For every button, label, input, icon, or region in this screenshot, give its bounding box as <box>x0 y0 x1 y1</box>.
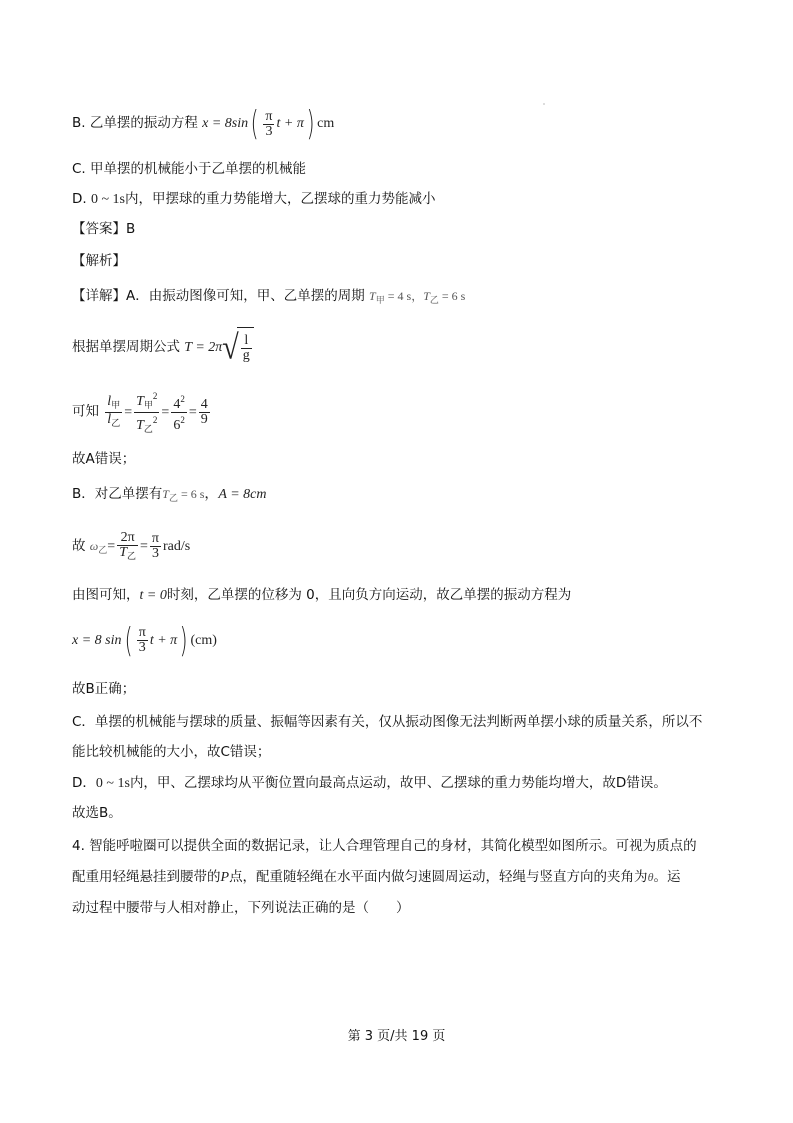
eq-lhs: x = 8sin <box>202 116 249 132</box>
frac-num: l <box>244 332 249 348</box>
period-formula <box>184 328 253 367</box>
frac-num: $T_甲^2$ <box>134 389 159 413</box>
left-paren: ( <box>250 104 259 144</box>
result-ratio <box>199 398 210 427</box>
scan-speck <box>543 103 545 105</box>
b-values: $T_乙 = 6$ s，A = 8cm <box>162 487 267 503</box>
frac-den: 3 <box>265 123 273 139</box>
frac-num: π <box>265 108 273 124</box>
point-p: P <box>220 870 230 885</box>
option-d-label: D. <box>72 191 91 207</box>
option-b <box>72 104 335 144</box>
t-jia-sub: 甲 <box>375 295 385 305</box>
analysis-label: 【解析】 <box>72 253 126 269</box>
option-b-text: B. 乙单摆的振动方程 <box>72 115 198 132</box>
left-paren: ( <box>124 620 133 661</box>
period-formula-line <box>72 327 254 367</box>
eq-unit: cm <box>317 116 335 132</box>
theta: θ <box>647 870 654 884</box>
value-ratio <box>171 392 187 433</box>
omega-line <box>72 526 190 566</box>
page-footer: 第 3 页/共 19 页 <box>347 1029 446 1044</box>
frac-num: $l_甲$ <box>105 395 122 413</box>
q4-line3: 动过程中腰带与人相对静止，下列说法正确的是（ ） <box>72 900 410 916</box>
radical-sign: √ <box>222 328 239 367</box>
frac-den: $l_乙$ <box>107 412 121 428</box>
detail-a-text: 【详解】A．由振动图像可知，甲、乙单摆的周期 <box>72 288 365 304</box>
t-yi-sub: 乙 <box>429 295 439 305</box>
omega-text: 故 <box>72 538 86 554</box>
period-formula-text: 根据单摆周期公式 <box>72 339 180 355</box>
from-graph-text: 由图可知， <box>72 587 140 603</box>
detail-a <box>72 285 465 311</box>
equals: = <box>124 404 133 420</box>
pi-over-3: $\frac{\pi}{3}$ <box>138 625 146 656</box>
q4-line2 <box>72 866 680 889</box>
d-analysis-label: D． <box>72 775 96 791</box>
equals: = <box>188 404 197 420</box>
right-paren: ) <box>179 620 188 661</box>
choose-answer: 故选B。 <box>72 805 122 821</box>
option-d-text: 内，甲摆球的重力势能增大，乙摆球的重力势能减小 <box>125 191 436 207</box>
t-yi: T <box>423 289 430 303</box>
option-c: C. 甲单摆的机械能小于乙单摆的机械能 <box>72 161 307 177</box>
from-graph-rest: 时刻，乙单摆的位移为 0，且向负方向运动，故乙单摆的振动方程为 <box>166 587 572 603</box>
eq-tail: t + π <box>276 116 304 132</box>
frac-num: 4 <box>200 397 208 412</box>
q4-line2-b: 点，配重随轻绳在水平面内做匀速圆周运动，轻绳与竖直方向的夹角为 <box>229 869 648 885</box>
option-d <box>72 188 436 211</box>
right-paren: ) <box>306 104 315 144</box>
b-analysis <box>72 483 266 509</box>
b-analysis-text: B．对乙单摆有 <box>72 486 163 502</box>
frac-den: $T_乙^2$ <box>136 415 158 434</box>
c-analysis-line2: 能比较机械能的大小，故C错误； <box>72 744 271 760</box>
length-ratio <box>105 395 122 430</box>
from-graph-math: t = 0 <box>139 588 167 603</box>
frac-den: $6^2$ <box>173 415 185 433</box>
omega-formula: $\omega_乙=$ $\frac{2\pi}{T_乙}$ = $\frac{\pi}{3}$ rad/s <box>89 529 191 562</box>
l-over-g <box>241 334 252 363</box>
answer-label: 【答案】B <box>72 221 136 237</box>
pi-over-3: $\frac{\pi}{3}$ <box>151 531 159 562</box>
q4-line2-c: 。运 <box>653 869 681 885</box>
a-wrong: 故A错误； <box>72 451 136 467</box>
d-analysis-math: 0 ~ 1s <box>95 776 130 791</box>
option-b-equation <box>202 104 335 144</box>
sqrt-l-over-g <box>222 327 253 368</box>
d-analysis <box>72 772 667 795</box>
two-pi-over-t: $\frac{2\pi}{T_乙}$ <box>119 529 137 561</box>
option-d-math: 0 ~ 1s <box>90 192 126 207</box>
period-lhs: T = 2π <box>184 340 223 355</box>
frac-den: g <box>242 347 250 363</box>
ratio-text: 可知 <box>72 403 99 420</box>
vibration-equation: x = 8 sin( $\frac{\pi}{3}$ t + π) (cm) <box>72 620 217 661</box>
q4-line1: 4. 智能呼啦圈可以提供全面的数据记录，让人合理管理自己的身材，其简化模型如图所示。可视为质点的 <box>72 838 697 854</box>
from-graph <box>72 584 571 607</box>
c-analysis-line1: C．单摆的机械能与摆球的质量、振幅等因素有关，仅从振动图像无法判断两单摆小球的质量关系，所以不 <box>72 714 703 730</box>
pi-over-3 <box>263 110 274 139</box>
t-jia: T <box>369 289 376 303</box>
b-correct: 故B正确； <box>72 681 136 697</box>
frac-den: 9 <box>200 412 208 427</box>
ratio-formula <box>103 391 211 434</box>
ratio-line <box>72 389 212 433</box>
period-ratio <box>134 389 159 436</box>
radicand <box>237 327 254 368</box>
period-values <box>369 289 465 303</box>
q4-line2-a: 配重用轻绳悬挂到腰带的 <box>72 869 221 885</box>
equals: = <box>161 404 170 420</box>
comma: ， <box>411 289 424 303</box>
t-jia-val: = 4 s <box>387 289 412 303</box>
t-yi-val: = 6 s <box>441 289 466 303</box>
equation-line <box>72 620 217 660</box>
d-analysis-text: 内，甲、乙摆球均从平衡位置向最高点运动，故甲、乙摆球的重力势能均增大，故D错误。 <box>129 775 667 791</box>
frac-num: $4^2$ <box>173 394 185 412</box>
